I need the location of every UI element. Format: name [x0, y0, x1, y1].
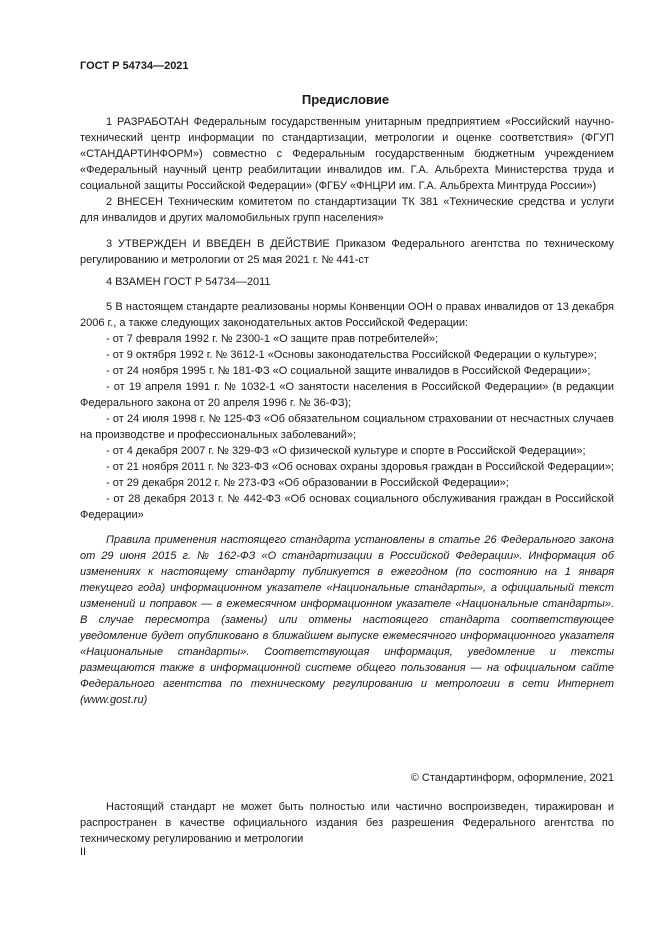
- standard-header: ГОСТ Р 54734—2021: [80, 60, 189, 72]
- law-item: - от 21 ноября 2011 г. № 323-ФЗ «Об основах охраны здоровья граждан в Российской Федерации»;: [106, 461, 614, 473]
- reproduction-note: Настоящий стандарт не может быть полностью или частично воспроизведен, тиражирован и распространен в качестве официального издания без разрешения Федерального агентства по техническому регулированию и метрологии: [80, 801, 614, 845]
- law-item: - от 9 октября 1992 г. № 3612-1 «Основы законодательства Российской Федерации о культуре»;: [106, 349, 597, 361]
- item-2: 2 ВНЕСЕН Техническим комитетом по стандартизации ТК 381 «Технические средства и услуги для инвалидов и других маломобильных групп населения»: [80, 196, 614, 224]
- item-5: 5 В настоящем стандарте реализованы нормы Конвенции ООН о правах инвалидов от 13 декабря 2006 г., а также следующих законодательных актов Российской Федерации:: [80, 301, 614, 329]
- rules-note: Правила применения настоящего стандарта установлены в статье 26 Федерального закона от 29 июня 2015 г. № 162-ФЗ «О стандартизации в Российской Федерации». Информация об изменениях к настоящему стандарту публикуется в ежегодном (по состоянию на 1 января текущего года) информационном указателе «Национальные стандарты», а официальный текст изменений и поправок — в ежемесячном информационном указателе «Национальные стандарты». В случае пересмотра (замены) или отмены настоящего стандарта соответствующее уведомление будет опубликовано в ближайшем выпуске ежемесячного информационного указателя «Национальные стандарты». Соответствующая информация, уведомление и тексты размещаются также в информационной системе общего пользования — на официальном сайте Федерального агентства по техническому регулированию и метрологии в сети Интернет (www.gost.ru): [80, 534, 614, 706]
- copyright: © Стандартинформ, оформление, 2021: [410, 772, 614, 784]
- item-3-block: [80, 236, 614, 268]
- item-5-block: [80, 299, 614, 523]
- item-1-block: [80, 114, 614, 194]
- item-1: 1 РАЗРАБОТАН Федеральным государственным унитарным предприятием «Российский научно-технический центр информации по стандартизации, метрологии и оценке соответствия» (ФГУП «СТАНДАРТИНФОРМ») совместно с Федеральным государственным бюджетным учреждением «Федеральный научный центр реабилитации инвалидов им. Г.А. Альбрехта Министерства труда и социальной защиты Российской Федерации» (ФГБУ «ФНЦРИ им. Г.А. Альбрехта Минтруда России»): [80, 116, 614, 192]
- law-item: - от 7 февраля 1992 г. № 2300-1 «О защите прав потребителей»;: [106, 333, 439, 345]
- law-item: - от 19 апреля 1991 г. № 1032-1 «О занятости населения в Российской Федерации» (в редакции Федерального закона от 20 апреля 1996 г. № 36-ФЗ);: [80, 381, 614, 409]
- law-item: - от 4 декабря 2007 г. № 329-ФЗ «О физической культуре и спорте в Российской Федерации»;: [106, 445, 586, 457]
- law-item: - от 28 декабря 2013 г. № 442-ФЗ «Об основах социального обслуживания граждан в Российской Федерации»: [80, 493, 614, 521]
- item-3: 3 УТВЕРЖДЕН И ВВЕДЕН В ДЕЙСТВИЕ Приказом Федерального агентства по техническому регулированию и метрологии от 25 мая 2021 г. № 441-ст: [80, 238, 614, 266]
- law-item: - от 29 декабря 2012 г. № 273-ФЗ «Об образовании в Российской Федерации»;: [106, 477, 509, 489]
- page-number: II: [80, 846, 87, 858]
- item-2-block: [80, 194, 614, 226]
- law-item: - от 24 ноября 1995 г. № 181-ФЗ «О социальной защите инвалидов в Российской Федерации»;: [106, 365, 591, 377]
- rules-note-block: [80, 532, 614, 708]
- page-title: Предисловие: [301, 92, 390, 107]
- item-4: 4 ВЗАМЕН ГОСТ Р 54734—2011: [106, 276, 271, 288]
- item-4-block: [80, 274, 614, 290]
- reproduction-block: [80, 799, 614, 847]
- law-item: - от 24 июля 1998 г. № 125-ФЗ «Об обязательном социальном страховании от несчастных случаев на производстве и профессиональных заболеваний»;: [80, 413, 614, 441]
